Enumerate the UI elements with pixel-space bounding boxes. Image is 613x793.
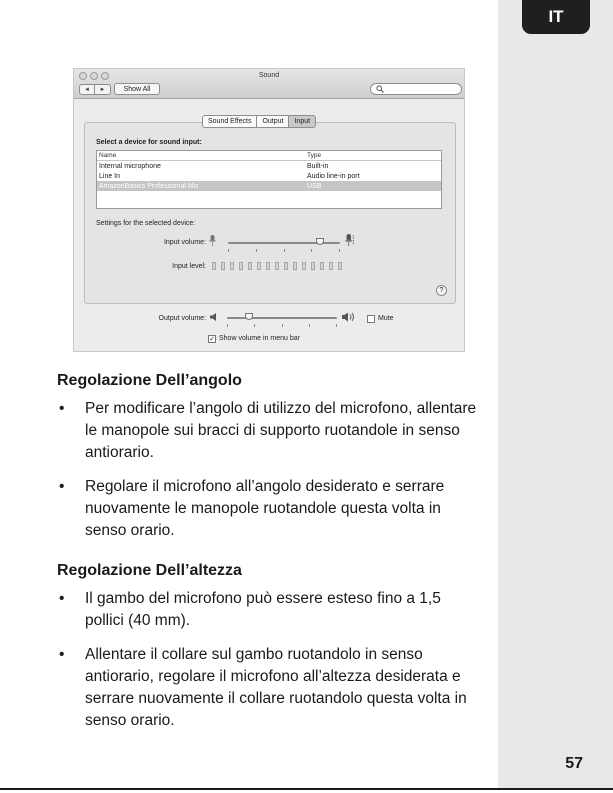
input-volume-label: Input volume: <box>163 239 206 246</box>
settings-label: Settings for the selected device: <box>96 220 196 227</box>
input-volume-ticks <box>228 249 340 253</box>
search-input[interactable] <box>370 83 462 95</box>
level-segment <box>212 262 216 270</box>
level-segment <box>293 262 297 270</box>
instructions <box>57 370 477 744</box>
level-segment <box>311 262 315 270</box>
slider-tick <box>256 249 257 252</box>
window-title: Sound <box>258 72 280 79</box>
window-titlebar <box>74 69 464 99</box>
level-segment <box>221 262 225 270</box>
list-item <box>57 476 477 542</box>
slider-tick <box>284 249 285 252</box>
table-row[interactable] <box>97 181 441 191</box>
slider-tick <box>339 249 340 252</box>
slider-tick <box>227 324 228 327</box>
bullet: • <box>59 590 65 607</box>
forward-button[interactable]: ► <box>95 84 111 95</box>
bullet: • <box>59 400 65 417</box>
bottom-rule <box>0 788 613 790</box>
level-segment <box>320 262 324 270</box>
bullet: • <box>59 646 65 663</box>
microphone-high-icon <box>345 234 354 246</box>
device-name: Internal microphone <box>99 162 161 170</box>
device-type: Audio line-in port <box>307 172 360 180</box>
slider-tick <box>254 324 255 327</box>
show-volume-label: Show volume in menu bar <box>219 335 300 342</box>
level-segment <box>248 262 252 270</box>
level-segment <box>230 262 234 270</box>
table-row[interactable] <box>97 161 441 171</box>
level-segment <box>257 262 261 270</box>
slider-tick <box>309 324 310 327</box>
level-segment <box>239 262 243 270</box>
table-row[interactable] <box>97 171 441 181</box>
speaker-low-icon <box>209 312 219 322</box>
level-segment <box>275 262 279 270</box>
device-type: USB <box>307 182 322 190</box>
level-segment <box>329 262 333 270</box>
nav-buttons <box>79 84 111 95</box>
list-item <box>57 644 477 732</box>
speaker-high-icon <box>341 311 357 323</box>
device-name: Line In <box>99 172 121 180</box>
section-heading-angle: Regolazione Dell’angolo <box>57 372 242 389</box>
column-header-name: Name <box>99 152 117 159</box>
tab-input[interactable]: Input <box>289 115 316 128</box>
list-item-text: Allentare il collare sul gambo ruotandolo in senso antiorario, regolare il microfono all’altezza desiderata e serrare nuovamente il collare ruotandolo questa volta in senso orario. <box>85 646 467 729</box>
output-volume-ticks <box>227 324 337 328</box>
list-item-text: Regolare il microfono all’angolo desiderato e serrare nuovamente le manopole ruotandole questa volta in senso orario. <box>85 478 445 539</box>
slider-tick <box>311 249 312 252</box>
device-name: AmazonBasics Professional Mic <box>99 182 199 190</box>
output-volume-slider-track[interactable] <box>227 317 337 319</box>
list-item <box>57 588 477 632</box>
right-sidebar <box>498 0 613 788</box>
device-table[interactable] <box>96 150 442 209</box>
bullet: • <box>59 478 65 495</box>
tab-output[interactable]: Output <box>257 115 289 128</box>
device-type: Built-in <box>307 162 329 170</box>
input-level-label: Input level: <box>172 263 206 270</box>
mute-checkbox[interactable] <box>367 315 375 323</box>
input-level-meter <box>212 262 342 270</box>
help-button[interactable]: ? <box>436 285 447 296</box>
list-item <box>57 398 477 464</box>
level-segment <box>266 262 270 270</box>
show-all-button[interactable]: Show All <box>114 83 160 95</box>
column-header-type: Type <box>307 152 322 159</box>
show-volume-checkbox[interactable]: ✓ <box>209 336 215 343</box>
level-segment <box>338 262 342 270</box>
microphone-low-icon <box>209 235 216 246</box>
select-device-label: Select a device for sound input: <box>96 139 202 146</box>
sound-preferences-screenshot <box>73 68 465 352</box>
level-segment <box>284 262 288 270</box>
mute-label: Mute <box>378 315 394 322</box>
tab-sound-effects[interactable]: Sound Effects <box>202 115 257 128</box>
section-heading-height: Regolazione Dell’altezza <box>57 562 242 579</box>
sound-tabs <box>202 115 316 128</box>
output-volume-label: Output volume: <box>158 315 206 322</box>
slider-tick <box>336 324 337 327</box>
slider-tick <box>282 324 283 327</box>
list-item-text: Per modificare l’angolo di utilizzo del microfono, allentare le manopole sui bracci di supporto ruotandole in senso antiorario. <box>85 400 477 461</box>
back-button[interactable]: ◄ <box>79 84 95 95</box>
list-item-text: Il gambo del microfono può essere esteso fino a 1,5 pollici (40 mm). <box>85 590 441 629</box>
search-icon <box>376 85 384 93</box>
language-tab: IT <box>522 0 590 34</box>
slider-tick <box>228 249 229 252</box>
page-number: 57 <box>565 755 583 772</box>
level-segment <box>302 262 306 270</box>
table-header <box>97 151 441 161</box>
